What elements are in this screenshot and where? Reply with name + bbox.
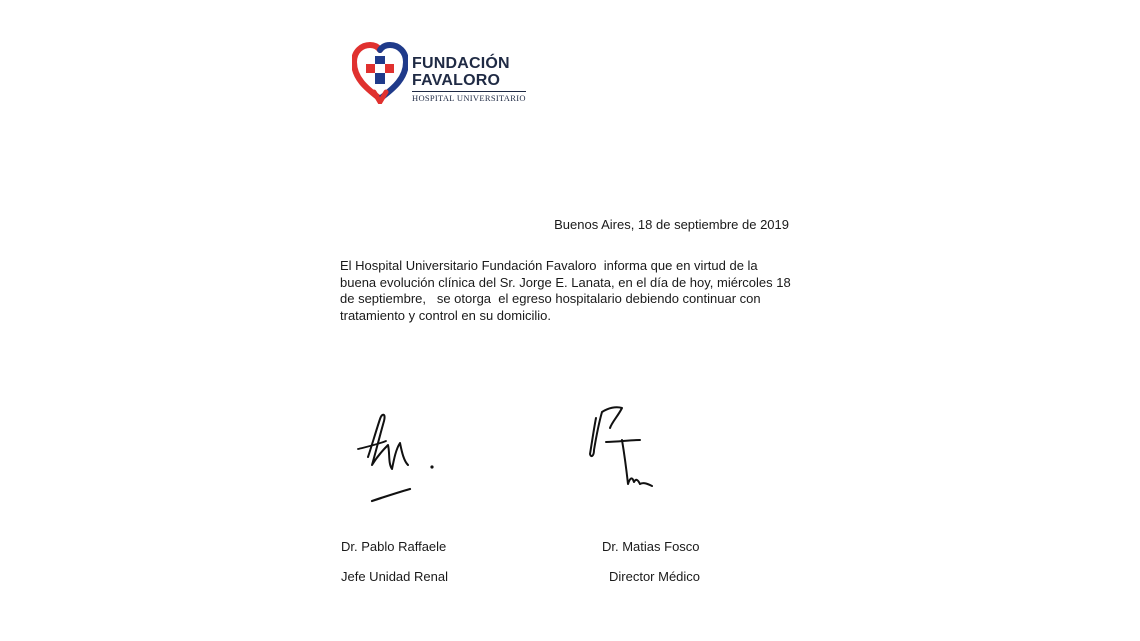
letter-date: Buenos Aires, 18 de septiembre de 2019	[554, 217, 789, 232]
signatory-name: Dr. Matias Fosco	[602, 539, 700, 554]
letterhead-logo	[352, 42, 542, 106]
signature-fosco	[582, 398, 662, 498]
signatory-name: Dr. Pablo Raffaele	[341, 539, 447, 554]
logo-title-line1: FUNDACIÓN	[412, 55, 510, 72]
letter-body-line: El Hospital Universitario Fundación Favaloro informa que en virtud de la	[340, 258, 758, 273]
heart-cross-logo-icon	[352, 42, 408, 104]
signature-raffaele	[350, 405, 445, 505]
logo-title-line2: FAVALORO	[412, 72, 501, 89]
signatory-role: Director Médico	[609, 569, 701, 584]
letter-body-line: buena evolución clínica del Sr. Jorge E. Lanata, en el día de hoy, miércoles 18	[340, 274, 791, 290]
letter-body-line: de septiembre, se otorga el egreso hospitalario debiendo continuar con	[340, 291, 761, 306]
letter-body-line: tratamiento y control en su domicilio.	[340, 307, 551, 323]
signatory-role: Jefe Unidad Renal	[341, 569, 448, 584]
letterhead-text	[412, 55, 526, 103]
logo-subtitle: HOSPITAL UNIVERSITARIO	[412, 93, 526, 103]
letter-body	[340, 258, 810, 324]
